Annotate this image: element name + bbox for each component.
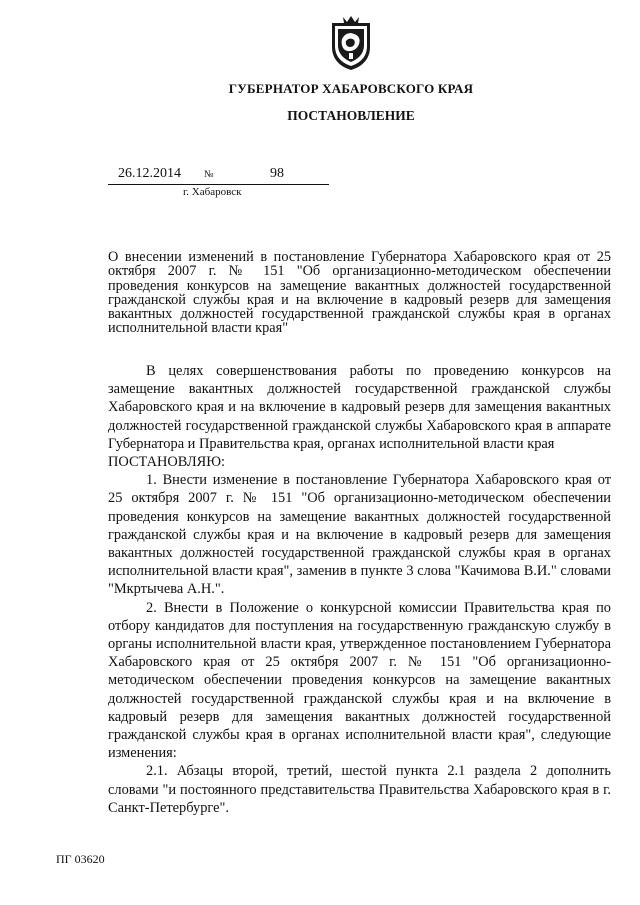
document-city: г. Хабаровск — [183, 186, 242, 198]
number-label: № — [204, 169, 214, 180]
issuing-authority: ГУБЕРНАТОР ХАБАРОВСКОГО КРАЯ — [228, 81, 474, 96]
registration-line — [108, 166, 329, 185]
document-type: ПОСТАНОВЛЕНИЕ — [287, 108, 415, 123]
document-subject: О внесении изменений в постановление Губернатора Хабаровского края от 25 октября 2007 г. № 151 "Об организационно-методическом обеспечении проведения конкурсов на замещение вакантных должностей государственной гражданской службы края и на включение в кадровый резерв для замещения вакантных должностей государственной гражданской службы края в органах исполнительной власти края" — [108, 249, 611, 337]
document-body — [108, 362, 611, 817]
preamble-paragraph: В целях совершенствования работы по проведению конкурсов на замещение вакантных должностей государственной гражданской службы Хабаровского края и на включение в кадровый резерв для замещения вакантных должностей государственной гражданской службы Хабаровского края в аппарате Губернатора и Правительства края, органах исполнительной власти края — [108, 363, 611, 452]
item-1-paragraph: 1. Внести изменение в постановление Губернатора Хабаровского края от 25 октября 2007 г. № 151 "Об организационно-методическом обеспечении проведения конкурсов на замещение вакантных должностей государственной гражданской службы края и на включение в кадровый резерв для замещения вакантных должностей государственной гражданской службы края в органах исполнительной власти края", заменив в пункте 3 слова "Качимова В.И." словами "Мкртычева А.Н.". — [108, 472, 611, 598]
item-2-paragraph: 2. Внести в Положение о конкурсной комиссии Правительства края по отбору кандидатов для поступления на государственную гражданскую службу в органы исполнительной власти края, утвержденное постановлением Губернатора Хабаровского края от 25 октября 2007 г. № 151 "Об организационно-методическом обеспечении проведения конкурсов на замещение вакантных должностей государственной гражданской службы края и на включение в кадровый резерв для замещения вакантных должностей государственной гражданской службы края в органах исполнительной власти края", следующие изменения: — [108, 599, 611, 762]
item-2-1-paragraph: 2.1. Абзацы второй, третий, шестой пункта 2.1 раздела 2 дополнить словами "и постоянного представительства Правительства Хабаровского края в г. Санкт-Петербурге". — [108, 763, 611, 816]
document-number: 98 — [270, 166, 284, 181]
decree-word: ПОСТАНОВЛЯЮ: — [108, 454, 226, 471]
document-date: 26.12.2014 — [118, 166, 181, 181]
footer-code: ПГ 03620 — [56, 852, 105, 866]
coat-of-arms-icon — [328, 13, 374, 71]
